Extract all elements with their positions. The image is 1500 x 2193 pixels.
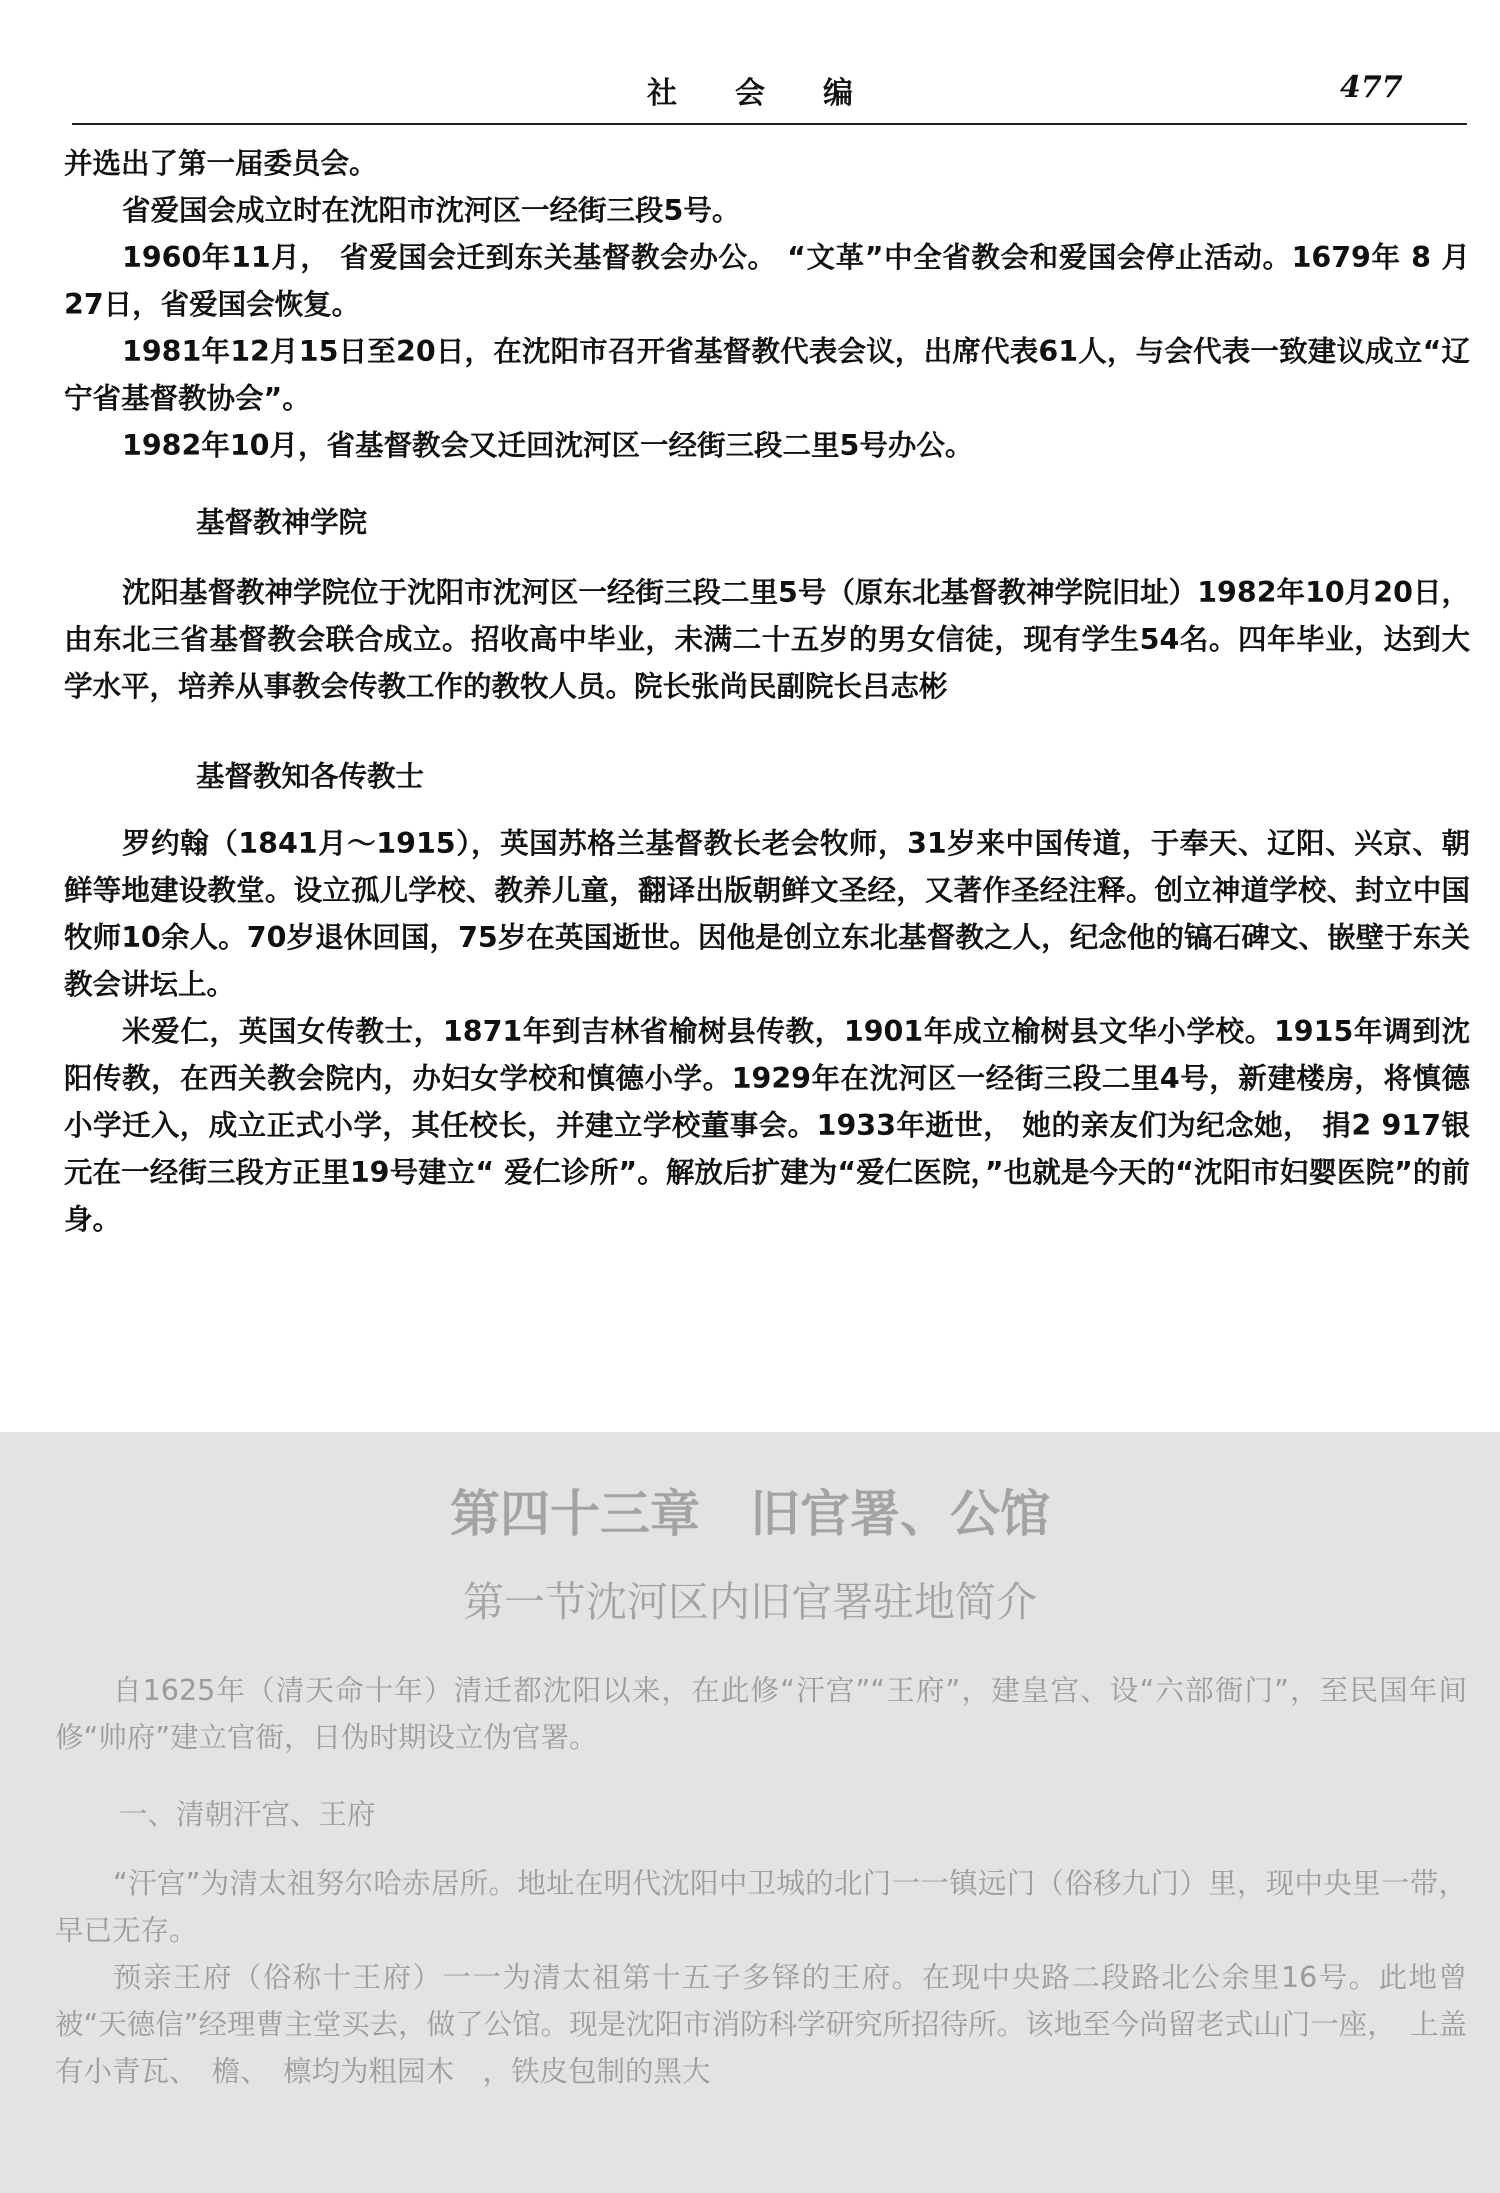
paragraph: 预亲王府（俗称十王府）一一为清太祖第十五子多铎的王府。在现中央路二段路北公余里16号。此地曾被“天德信”经理曹主堂买去，做了公馆。现是沈阳市消防科学研究所招待所。该地至今尚留老式山门一座， 上盖有小青瓦、 檐、 檩均为粗园木 ，铁皮包制的黑大 (55, 1961, 1467, 2088)
paragraph: 1981年12月15日至20日，在沈阳市召开省基督教代表会议，出席代表61人，与会代表一致建议成立“辽宁省基督教协会”。 (64, 335, 1470, 415)
paragraph: 自1625年（清天命十年）清迁都沈阳以来，在此修“汗宫”“王府”，建皇宫、设“六部衙门”，至民国年间修“帅府”建立官衙，日伪时期设立伪官署。 (55, 1674, 1467, 1754)
paragraph: 米爱仁，英国女传教士，1871年到吉林省榆树县传教，1901年成立榆树县文华小学校。1915年调到沈阳传教，在西关教会院内，办妇女学校和慎德小学。1929年在沈河区一经街三段二里4号，新建楼房，将慎德小学迁入，成立正式小学，其任校长，并建立学校董事会。1933年逝世， 她的亲友们为纪念她， 捐2 917银元在一经街三段方正里19号建立“ 爱仁诊所”。解放后扩建为“爱仁医院，”也就是今天的“沈阳市妇婴医院”的前身。 (64, 1015, 1470, 1236)
paragraph: 罗约翰（1841月～1915），英国苏格兰基督教长老会牧师，31岁来中国传道，于奉天、辽阳、兴京、朝鲜等地建设教堂。设立孤儿学校、教养儿童，翻译出版朝鲜文圣经，又著作圣经注释。创立神道学校、封立中国牧师10余人。70岁退休回国，75岁在英国逝世。因他是创立东北基督教之人，纪念他的镐石碑文、嵌壁于东关教会讲坛上。 (64, 827, 1470, 1001)
chapter-title: 第四十三章 旧官署、公馆 (450, 1484, 1050, 1543)
paragraph: “汗宫”为清太祖努尔哈赤居所。地址在明代沈阳中卫城的北门一一镇远门（俗移九门）里，现中央里一带，早已无存。 (55, 1867, 1467, 1947)
section-heading: 基督教神学院 (196, 506, 368, 539)
running-header-title: 社会编 (647, 76, 911, 111)
section-title: 第一节沈河区内旧官署驻地简介 (463, 1578, 1037, 1626)
paragraph: 1960年11月， 省爱国会迁到东关基督教会办公。 “文革”中全省教会和爱国会停止活动。1679年 8 月27日，省爱国会恢复。 (64, 241, 1470, 321)
paragraph: 1982年10月，省基督教会又迁回沈河区一经街三段二里5号办公。 (122, 429, 974, 462)
page-number: 477 (1340, 70, 1403, 105)
paragraph: 省爱国会成立时在沈阳市沈河区一经街三段5号。 (122, 194, 741, 227)
lower-text-block (55, 1667, 1467, 2095)
section-heading: 基督教知各传教士 (196, 760, 425, 793)
lower-content (0, 1432, 1500, 2193)
paragraph: 沈阳基督教神学院位于沈阳市沈河区一经街三段二里5号（原东北基督教神学院旧址）1982年10月20日，由东北三省基督教会联合成立。招收高中毕业，未满二十五岁的男女信徒，现有学生54名。四年毕业，达到大学水平，培养从事教会传教工作的教牧人员。院长张尚民副院长吕志彬 (64, 576, 1470, 703)
paragraph: 并选出了第一届委员会。 (64, 147, 378, 180)
header-rule (72, 123, 1467, 125)
upper-text-block (64, 140, 1470, 1243)
next-page-preview (0, 1432, 1500, 2193)
subsection-heading: 一、清朝汗宫、王府 (119, 1798, 376, 1831)
